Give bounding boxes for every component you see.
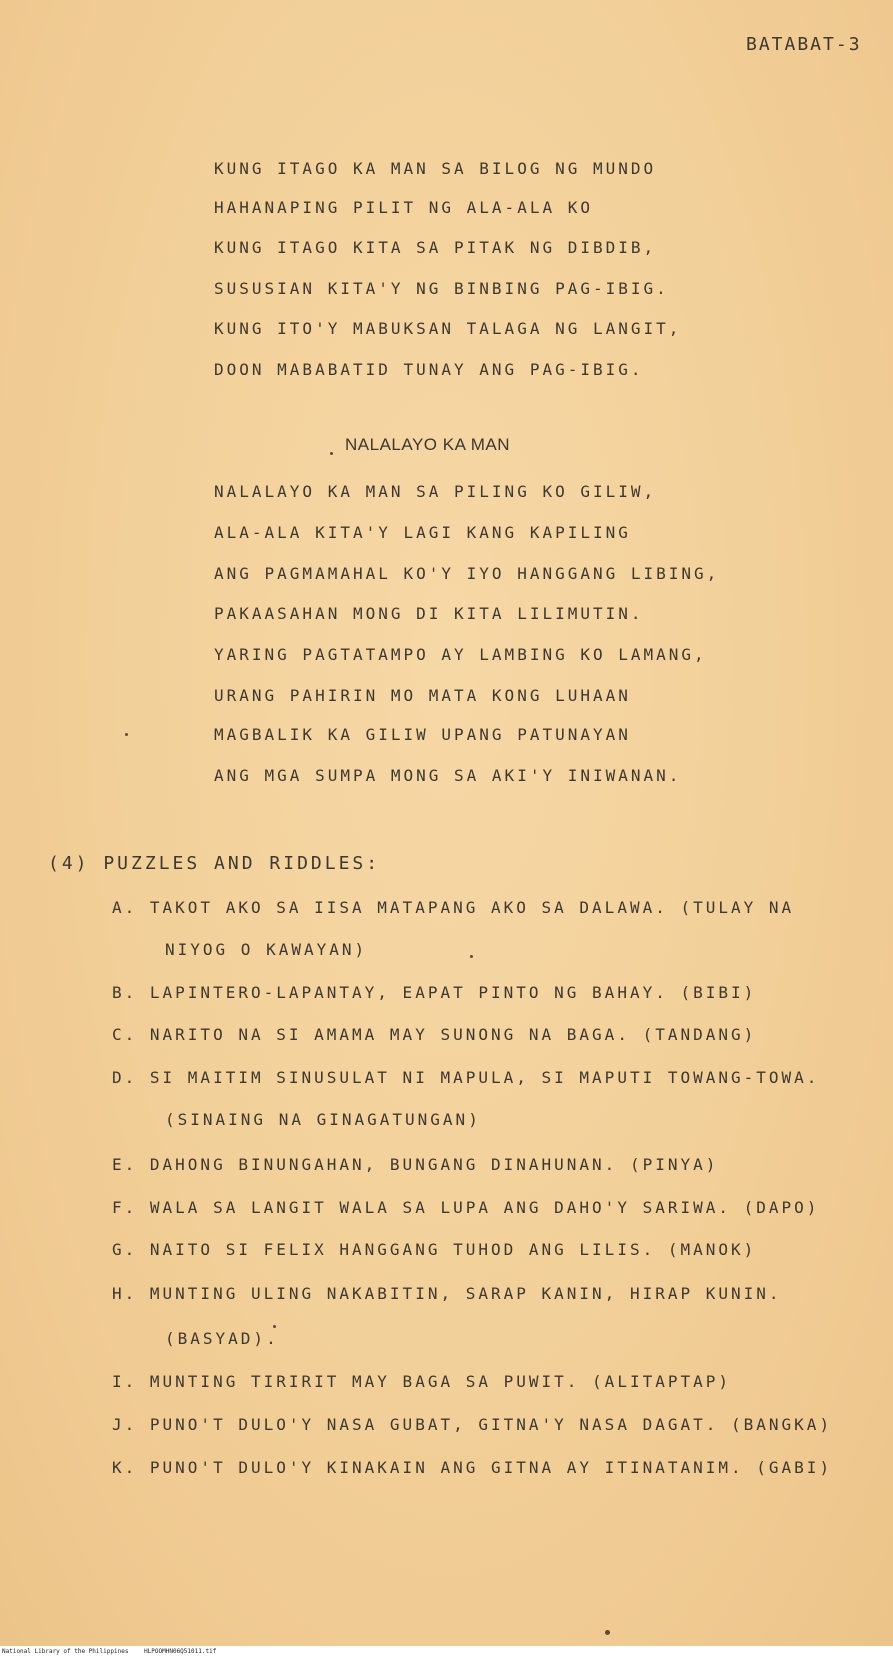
riddle-answer-continued: NIYOG O KAWAYAN) (165, 940, 368, 959)
section-heading: (4) PUZZLES AND RIDDLES: (48, 853, 381, 874)
poem-line: PAKAASAHAN MONG DI KITA LILIMUTIN. (214, 604, 644, 623)
page-number: BATABAT-3 (746, 34, 862, 55)
poem-line: KUNG ITAGO KA MAN SA BILOG NG MUNDO (214, 159, 657, 178)
riddle-item: A. TAKOT AKO SA IISA MATAPANG AKO SA DALAWA. (TULAY NA (112, 898, 795, 917)
paper-speck (273, 1325, 276, 1328)
paper-speck (470, 955, 473, 958)
footer-file-id: HLPOOMHN06Q51011.tif (144, 1648, 217, 1655)
riddle-item: D. SI MAITIM SINUSULAT NI MAPULA, SI MAPUTI TOWANG-TOWA. (112, 1068, 820, 1087)
poem-line: YARING PAGTATAMPO AY LAMBING KO LAMANG, (214, 645, 707, 664)
scan-footer (0, 1646, 893, 1658)
poem-line: NALALAYO KA MAN SA PILING KO GILIW, (214, 482, 657, 501)
riddle-item: B. LAPINTERO-LAPANTAY, EAPAT PINTO NG BAHAY. (BIBI) (112, 983, 757, 1002)
poem-line: ANG MGA SUMPA MONG SA AKI'Y INIWANAN. (214, 766, 682, 785)
riddle-item: F. WALA SA LANGIT WALA SA LUPA ANG DAHO'Y SARIWA. (DAPO) (112, 1198, 820, 1217)
poem-line: KUNG ITAGO KITA SA PITAK NG DIBDIB, (214, 238, 657, 257)
paper-speck (605, 1630, 610, 1635)
riddle-item: H. MUNTING ULING NAKABITIN, SARAP KANIN, HIRAP KUNIN. (112, 1284, 782, 1303)
poem-title: NALALAYO KA MAN (345, 435, 510, 454)
poem-line: URANG PAHIRIN MO MATA KONG LUHAAN (214, 686, 631, 705)
riddle-item: K. PUNO'T DULO'Y KINAKAIN ANG GITNA AY ITINATANIM. (GABI) (112, 1458, 833, 1477)
riddle-item: J. PUNO'T DULO'Y NASA GUBAT, GITNA'Y NASA DAGAT. (BANGKA) (112, 1415, 833, 1434)
poem-line: DOON MABABATID TUNAY ANG PAG-IBIG. (214, 360, 644, 379)
riddle-answer-continued: (SINAING NA GINAGATUNGAN) (165, 1110, 481, 1129)
paper-speck (125, 733, 128, 736)
poem-line: MAGBALIK KA GILIW UPANG PATUNAYAN (214, 725, 631, 744)
footer-library: National Library of the Philippines (2, 1648, 129, 1655)
riddle-item: G. NAITO SI FELIX HANGGANG TUHOD ANG LILIS. (MANOK) (112, 1240, 757, 1259)
riddle-item: E. DAHONG BINUNGAHAN, BUNGANG DINAHUNAN. (PINYA) (112, 1155, 719, 1174)
riddle-answer-continued: (BASYAD). (165, 1329, 279, 1348)
poem-line: SUSUSIAN KITA'Y NG BINBING PAG-IBIG. (214, 279, 669, 298)
poem-line: HAHANAPING PILIT NG ALA-ALA KO (214, 198, 593, 217)
poem-line: KUNG ITO'Y MABUKSAN TALAGA NG LANGIT, (214, 319, 682, 338)
riddle-item: I. MUNTING TIRIRIT MAY BAGA SA PUWIT. (ALITAPTAP) (112, 1372, 732, 1391)
poem-line: ANG PAGMAMAHAL KO'Y IYO HANGGANG LIBING, (214, 564, 720, 583)
poem-line: ALA-ALA KITA'Y LAGI KANG KAPILING (214, 523, 631, 542)
riddle-item: C. NARITO NA SI AMAMA MAY SUNONG NA BAGA. (TANDANG) (112, 1025, 757, 1044)
paper-speck (330, 452, 333, 455)
